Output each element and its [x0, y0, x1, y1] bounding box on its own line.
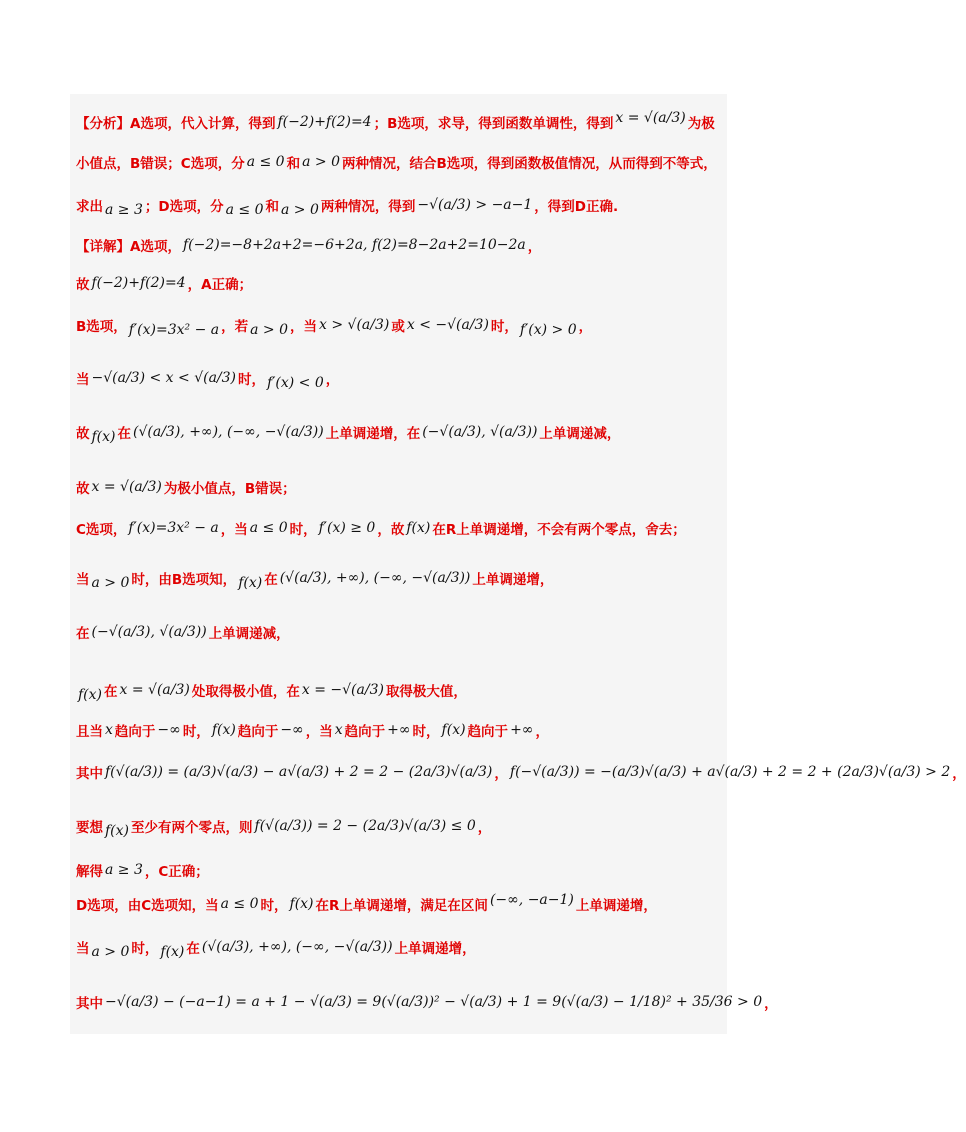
solution-text: 上单调递增，	[472, 572, 554, 588]
math-expression: a > 0	[91, 575, 130, 591]
solution-text: ，	[952, 766, 966, 782]
solution-text: 上单调递增，	[394, 941, 476, 957]
solution-line	[76, 152, 717, 172]
solution-text: ；D选项，分	[144, 199, 224, 215]
math-expression: a ≤ 0	[246, 154, 285, 170]
math-expression: f(x)	[238, 575, 263, 591]
solution-text: 时，	[131, 941, 159, 957]
solution-text: 其中	[76, 996, 103, 1012]
math-expression: a ≤ 0	[220, 896, 259, 912]
solution-text: B选项，	[76, 319, 127, 335]
math-expression: f(√(a/3)) = (a/3)√(a/3) − a√(a/3) + 2 = 2 − (2a/3)√(a/3)	[105, 764, 493, 780]
math-expression: x = √(a/3)	[91, 479, 162, 495]
solution-line	[76, 315, 593, 338]
solution-text: ，	[527, 239, 542, 255]
math-expression: a ≤ 0	[249, 520, 288, 536]
math-expression: a > 0	[91, 944, 130, 960]
solution-text: 处取得极小值，在	[191, 684, 300, 700]
solution-text: 解得	[76, 864, 103, 880]
solution-line	[76, 816, 492, 839]
math-expression: −√(a/3) < x < √(a/3)	[91, 370, 237, 386]
solution-text: 【分析】A选项，代入计算，得到	[76, 116, 276, 132]
solution-text: ，当	[290, 319, 317, 335]
solution-text: 为极小值点，B错误；	[163, 481, 296, 497]
solution-text: 当	[76, 941, 90, 957]
solution-line	[76, 860, 209, 880]
solution-text: 取得极大值，	[385, 684, 467, 700]
math-expression: f′(x) ≥ 0	[318, 520, 376, 536]
solution-text: 在R上单调递增，满足在区间	[315, 898, 488, 914]
solution-text: 两种情况，结合B选项，得到函数极值情况，从而得到不等式，	[341, 156, 717, 172]
math-expression: f(x)	[441, 722, 466, 738]
math-expression: f(x)	[211, 722, 236, 738]
math-expression: −∞	[280, 722, 304, 738]
solution-text: 上单调递减，	[208, 626, 290, 642]
solution-line	[76, 112, 715, 132]
solution-text: ，	[764, 996, 778, 1012]
math-expression: a > 0	[250, 322, 288, 338]
solution-text: 在	[76, 626, 90, 642]
math-expression: f(x)	[406, 520, 431, 536]
solution-text: 至少有两个零点，则	[131, 820, 253, 836]
solution-text: 时，	[289, 522, 317, 538]
solution-text: 小值点，B错误；C选项，分	[76, 156, 245, 172]
solution-text: 在	[117, 426, 132, 442]
solution-text: 要想	[76, 820, 103, 836]
solution-text: 上单调递增，在	[325, 426, 421, 442]
solution-text: 故	[76, 481, 90, 497]
solution-text: ，A正确；	[187, 277, 253, 293]
solution-text: ，	[578, 319, 593, 335]
solution-text: 时，	[238, 372, 266, 388]
solution-line	[76, 368, 340, 391]
math-expression: a ≥ 3	[105, 862, 143, 878]
solution-text: 时，	[490, 319, 518, 335]
math-expression: f(x)	[78, 687, 103, 703]
math-expression: −√(a/3) > −a−1	[417, 197, 533, 213]
solution-text: 和	[265, 199, 279, 215]
solution-line	[76, 422, 621, 445]
math-expression: f(√(a/3)) = 2 − (2a/3)√(a/3) ≤ 0	[254, 818, 476, 834]
math-expression: x = √(a/3)	[119, 682, 190, 698]
solution-text: 故	[76, 426, 90, 442]
solution-text: 在	[264, 572, 278, 588]
solution-text: ，	[494, 766, 508, 782]
math-expression: −∞	[157, 722, 181, 738]
solution-text: ，得到D正确.	[534, 199, 619, 215]
math-expression: f(−2)=−8+2a+2=−6+2a, f(2)=8−2a+2=10−2a	[182, 237, 526, 253]
math-expression: (−∞, −a−1)	[489, 892, 574, 908]
solution-text: 趋向于	[344, 724, 386, 740]
math-expression: −√(a/3) − (−a−1) = a + 1 − √(a/3) = 9(√(a/3))² − √(a/3) + 1 = 9(√(a/3) − 1/18)² + 35/36 > 0	[105, 994, 763, 1010]
math-expression: f(−√(a/3)) = −(a/3)√(a/3) + a√(a/3) + 2 = 2 + (2a/3)√(a/3) > 2	[509, 764, 951, 780]
solution-line	[76, 235, 541, 255]
solution-line	[76, 622, 290, 642]
solution-text: 趋向于	[467, 724, 509, 740]
math-expression: (√(a/3), +∞), (−∞, −√(a/3))	[279, 570, 471, 586]
solution-text: 在R上单调递增，不会有两个零点，舍去；	[432, 522, 686, 538]
solution-text: 求出	[76, 199, 103, 215]
solution-text: ，	[325, 372, 340, 388]
math-expression: (√(a/3), +∞), (−∞, −√(a/3))	[133, 424, 324, 440]
math-expression: f(−2)+f(2)=4	[91, 275, 186, 291]
solution-text: 时，由B选项知，	[131, 572, 237, 588]
math-expression: a ≤ 0	[225, 202, 264, 218]
math-expression: x > √(a/3)	[319, 317, 390, 333]
solution-text: 和	[286, 156, 301, 172]
math-expression: (√(a/3), +∞), (−∞, −√(a/3))	[201, 939, 393, 955]
math-expression: f′(x)=3x² − a	[128, 520, 219, 536]
solution-line	[76, 894, 657, 914]
solution-text: 【详解】A选项，	[76, 239, 181, 255]
solution-text: 趋向于	[114, 724, 156, 740]
solution-line	[76, 568, 554, 591]
solution-text: ，C正确；	[144, 864, 209, 880]
math-expression: (−√(a/3), √(a/3))	[91, 624, 207, 640]
solution-text: 其中	[76, 766, 103, 782]
solution-line	[76, 195, 619, 218]
solution-text: 当	[76, 372, 90, 388]
solution-text: 且当	[76, 724, 103, 740]
math-expression: (−√(a/3), √(a/3))	[422, 424, 538, 440]
solution-line	[76, 762, 966, 782]
solution-line	[76, 720, 549, 740]
math-expression: x	[105, 722, 113, 738]
solution-text: ，	[535, 724, 549, 740]
math-expression: x = √(a/3)	[615, 110, 686, 126]
solution-text: ，当	[220, 522, 248, 538]
math-expression: +∞	[387, 722, 411, 738]
solution-text: 时，	[182, 724, 210, 740]
math-expression: f′(x) < 0	[267, 375, 324, 391]
solution-text: 在	[104, 684, 118, 700]
math-expression: f(−2)+f(2)=4	[277, 114, 372, 130]
math-expression: x < −√(a/3)	[406, 317, 489, 333]
solution-text: 上单调递增，	[575, 898, 657, 914]
math-expression: a > 0	[281, 202, 319, 218]
math-expression: x	[334, 722, 343, 738]
solution-text: ，若	[221, 319, 249, 335]
solution-text: C选项，	[76, 522, 127, 538]
solution-line	[76, 273, 252, 293]
math-expression: +∞	[510, 722, 534, 738]
math-expression: f(x)	[91, 429, 116, 445]
solution-text: 时，	[260, 898, 288, 914]
solution-text: ，当	[305, 724, 333, 740]
solution-text: ，故	[377, 522, 405, 538]
math-expression: f(x)	[105, 823, 130, 839]
solution-text: 两种情况，得到	[320, 199, 416, 215]
solution-text: 故	[76, 277, 90, 293]
solution-text: 趋向于	[237, 724, 279, 740]
solution-text: ，	[477, 820, 492, 836]
solution-line	[76, 680, 467, 703]
math-expression: f(x)	[289, 896, 314, 912]
math-expression: f′(x)=3x² − a	[128, 322, 220, 338]
solution-text: 为极	[687, 116, 715, 132]
solution-line	[76, 477, 296, 497]
math-expression: a > 0	[302, 154, 340, 170]
math-expression: x = −√(a/3)	[301, 682, 384, 698]
math-expression: f′(x) > 0	[519, 322, 577, 338]
solution-text: 当	[76, 572, 90, 588]
solution-text: 在	[186, 941, 200, 957]
solution-text: ；B选项，求导，得到函数单调性，得到	[373, 116, 614, 132]
math-expression: a ≥ 3	[105, 202, 143, 218]
math-expression: f(x)	[160, 944, 185, 960]
solution-text: 上单调递减，	[539, 426, 621, 442]
solution-line	[76, 992, 778, 1012]
solution-text: D选项，由C选项知，当	[76, 898, 219, 914]
solution-line	[76, 518, 686, 538]
solution-text: 或	[391, 319, 405, 335]
solution-line	[76, 937, 476, 960]
solution-text: 时，	[412, 724, 440, 740]
